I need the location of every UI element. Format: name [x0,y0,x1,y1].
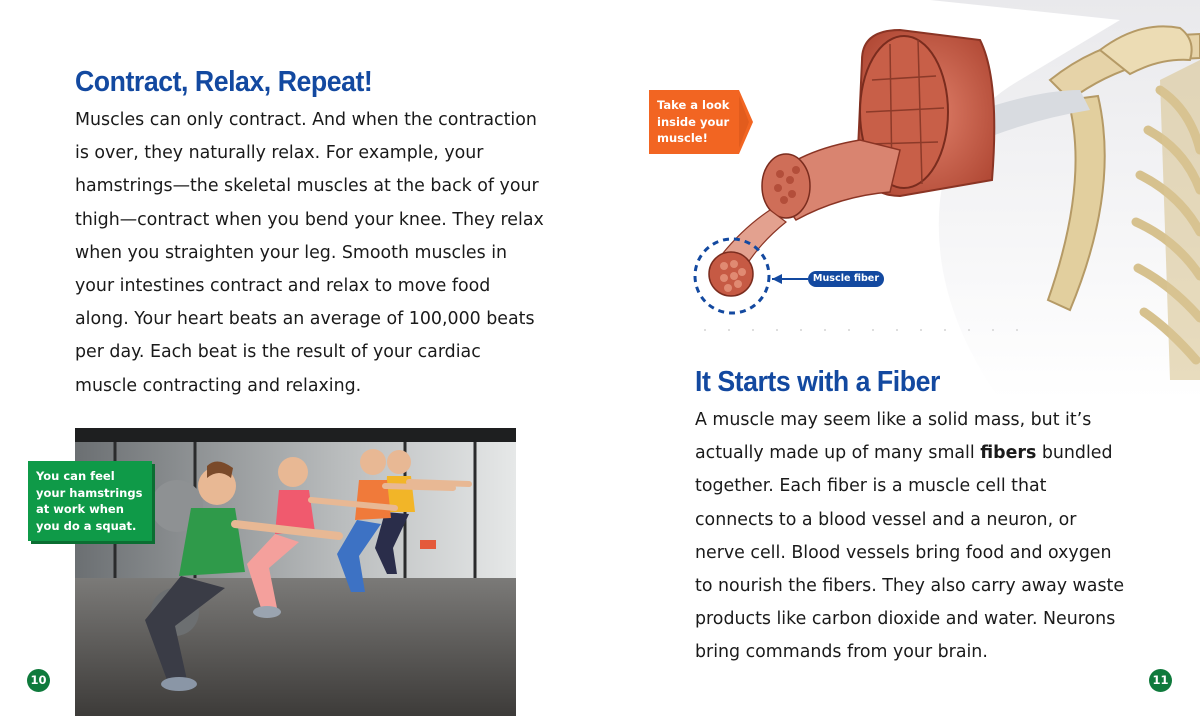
fiber-paragraph [695,404,1165,670]
contract-paragraph [75,104,545,403]
text-line: hamstrings—the skeletal muscles at the back of your [75,176,539,197]
callout-line: Take a look [657,98,730,112]
text-line: products like carbon dioxide and water. Neurons [695,609,1116,630]
callout-line: at work when [36,502,124,516]
callout-line: your hamstrings [36,485,143,500]
text-line: is over, they naturally relax. For example, your [75,143,484,164]
callout-line: muscle! [657,131,708,145]
look-inside-callout [649,90,739,154]
text-line: your intestines contract and relax to move food [75,276,491,297]
callout-line: you do a squat. [36,518,137,533]
text-line: A muscle may seem like a solid mass, but it’s [695,410,1092,430]
text-line: together. Each fiber is a muscle cell that [695,476,1047,497]
text-segment: bundled [1036,443,1113,464]
callout-arrow-tip [739,90,753,154]
text-line: bring commands from your brain. [695,642,988,663]
text-line: to nourish the fibers. They also carry away waste [695,576,1125,597]
text-line: along. Your heart beats an average of 100,000 beats [75,309,535,330]
text-line: thigh—contract when you bend your knee. They relax [75,209,544,230]
page-number-11: 11 [1149,669,1172,692]
heading-contract-relax-repeat: Contract, Relax, Repeat! [75,66,373,98]
text-segment: actually made up of many small [695,443,981,464]
glossary-term-fibers: fibers [980,443,1037,464]
text-line: per day. Each beat is the result of your cardiac [75,342,481,363]
muscle-fiber-label: Muscle fiber [808,271,884,287]
callout-line: inside your [657,114,730,129]
page-number-10: 10 [27,669,50,692]
text-line: Muscles can only contract. And when the contraction [75,110,537,130]
text-line: muscle contracting and relaxing. [75,375,362,396]
text-line: nerve cell. Blood vessels bring food and oxygen [695,542,1112,563]
text-line: when you straighten your leg. Smooth muscles in [75,242,508,263]
heading-it-starts-with-a-fiber: It Starts with a Fiber [695,366,940,398]
squat-callout [28,461,152,541]
text-line [695,437,1165,470]
text-line: connects to a blood vessel and a neuron, or [695,509,1077,530]
callout-line: You can feel [36,469,115,483]
muscle-anatomy-illustration [600,0,1200,400]
